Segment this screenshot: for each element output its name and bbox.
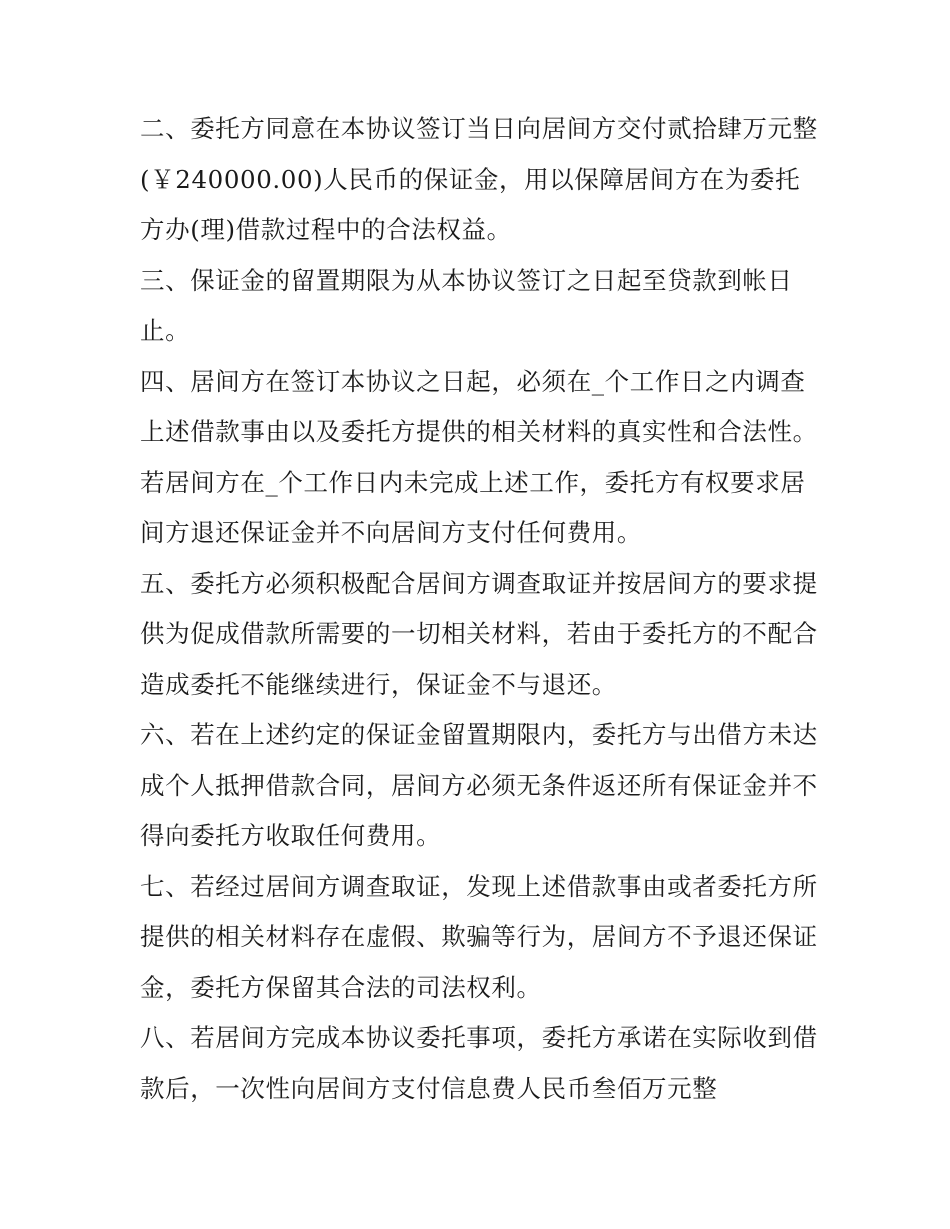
document-body <box>140 104 820 1114</box>
clause-6: 六、若在上述约定的保证金留置期限内，委托方与出借方未达成个人抵押借款合同，居间方必须无条件返还所有保证金并不得向委托方收取任何费用。 <box>140 720 818 850</box>
clause-7: 七、若经过居间方调查取证，发现上述借款事由或者委托方所提供的相关材料存在虚假、欺骗等行为，居间方不予退还保证金，委托方保留其合法的司法权利。 <box>140 871 818 1002</box>
clause-2: 二、委托方同意在本协议签订当日向居间方交付贰拾肆万元整(￥240000.00)人民币的保证金，用以保障居间方在为委托方办(理)借款过程中的合法权益。 <box>140 114 818 244</box>
clause-4: 四、居间方在签订本协议之日起，必须在_个工作日之内调查上述借款事由以及委托方提供的相关材料的真实性和合法性。若居间方在_个工作日内未完成上述工作，委托方有权要求居间方退还保证金并不向居间方支付任何费用。 <box>140 366 818 547</box>
clause-5: 五、委托方必须积极配合居间方调查取证并按居间方的要求提供为促成借款所需要的一切相关材料，若由于委托方的不配合造成委托不能继续进行，保证金不与退还。 <box>140 568 818 699</box>
clause-3: 三、保证金的留置期限为从本协议签订之日起至贷款到帐日止。 <box>140 265 793 345</box>
clause-8: 八、若居间方完成本协议委托事项，委托方承诺在实际收到借款后，一次性向居间方支付信息费人民币叁佰万元整 <box>140 1023 818 1103</box>
